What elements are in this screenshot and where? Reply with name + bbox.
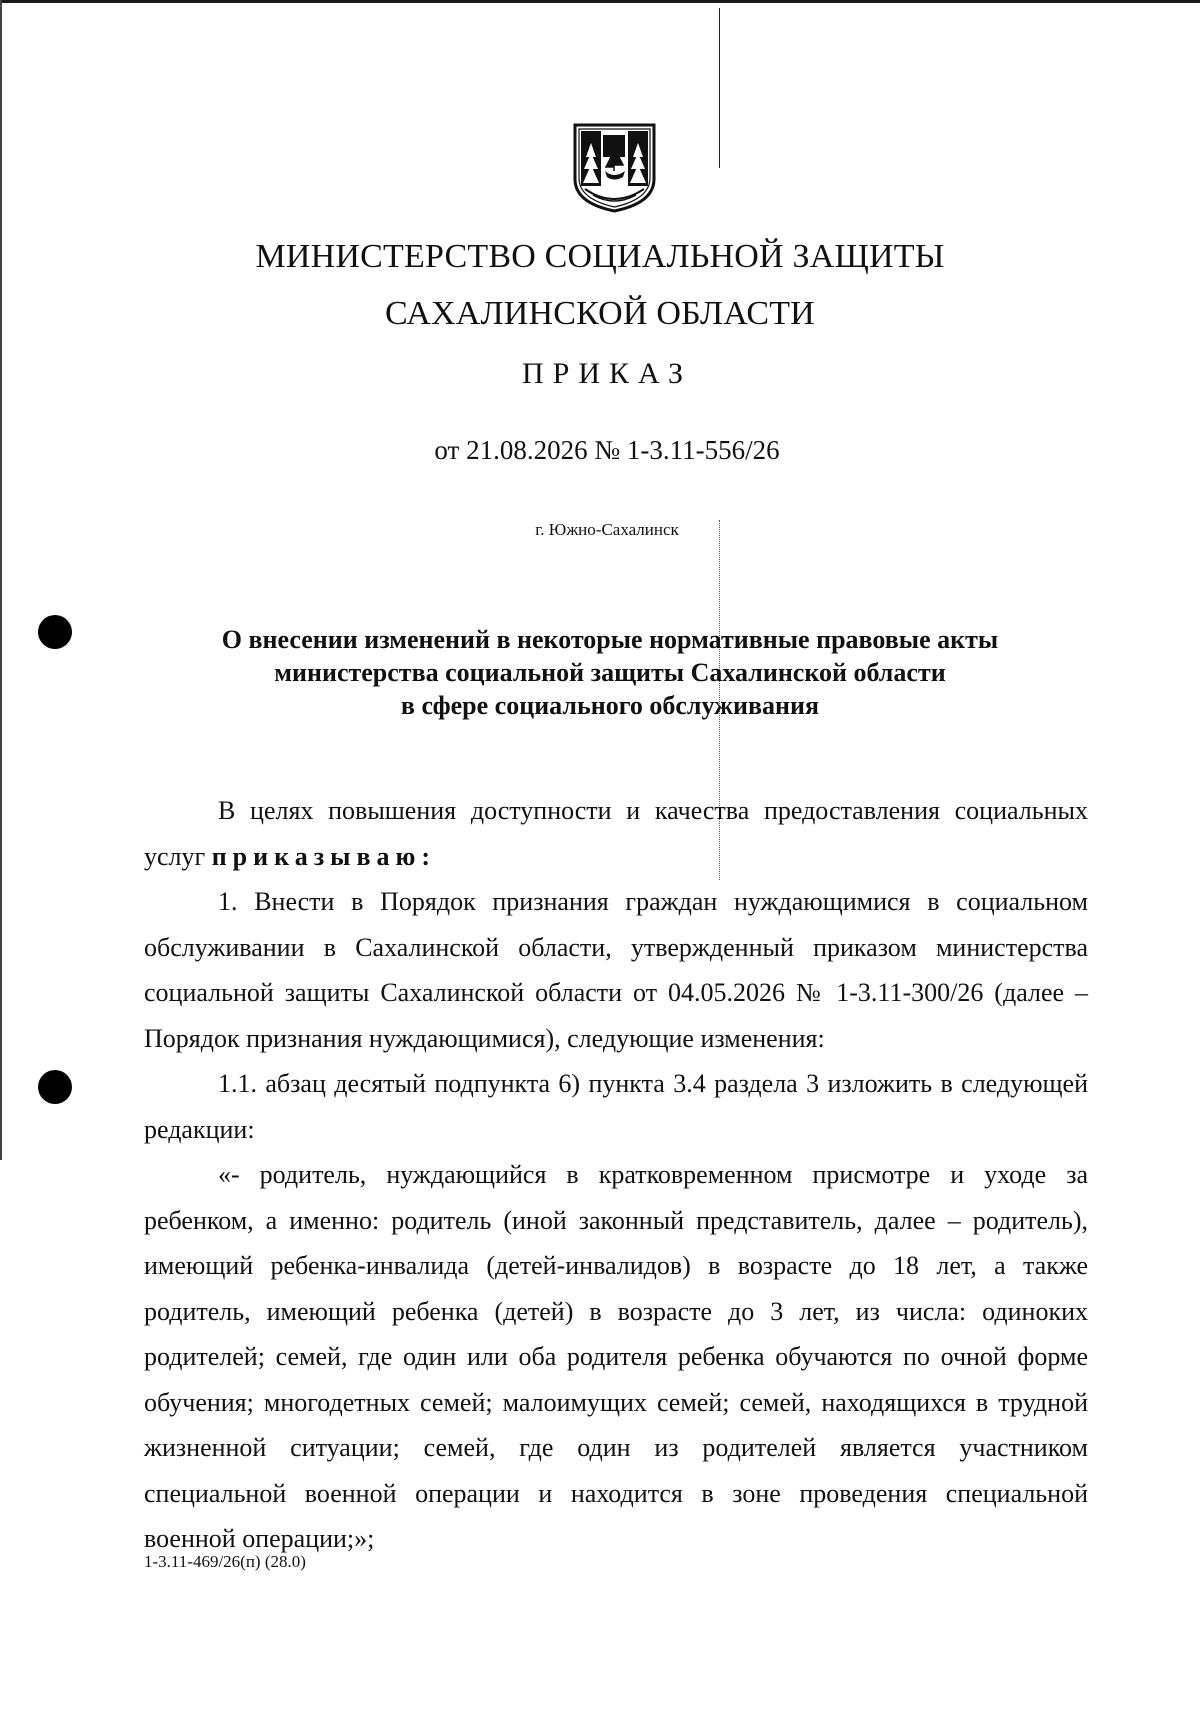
order-command: приказываю:: [211, 841, 437, 871]
quoted-amendment-paragraph: «- родитель, нуждающийся в кратковременном присмотре и уходе за ребенком, а именно: родитель (иной законный представитель, далее – родитель), имеющий ребенка-инвалида (детей-инвалидов) в возрасте до 18 лет, а также родитель, имеющий ребенка (детей) в возрасте до 3 лет, из числа: одиноких родителей; семей, где один или оба родителя ребенка обучаются по очной форме обучения; многодетных семей; малоимущих семей; семей, находящихся в трудной жизненной ситуации; семей, где один из родителей является участником специальной военной операции и находится в зоне проведения специальной военной операции;»;: [144, 1160, 1088, 1553]
document-title-line2: министерства социальной защиты Сахалинской области: [274, 658, 946, 687]
city: г. Южно-Сахалинск: [535, 520, 679, 539]
preamble-text: В целях повышения доступности и качества предоставления социальных услуг: [144, 796, 1088, 871]
order-number: от 21.08.2026 № 1-3.11-556/26: [434, 435, 780, 465]
punch-hole-lower: [38, 1070, 72, 1104]
document-title-line3: в сфере социального обслуживания: [400, 691, 820, 720]
clause-1-paragraph: 1. Внести в Порядок признания граждан нуждающимися в социальном обслуживании в Сахалинской области, утвержденный приказом министерства социальной защиты Сахалинской области от 04.05.2026 № 1-3.11-300/26 (далее – Порядок признания нуждающимися), следующие изменения:: [144, 887, 1088, 1053]
preamble-paragraph: [144, 788, 1088, 879]
clause-1-1-paragraph: 1.1. абзац десятый подпункта 6) пункта 3.4 раздела 3 изложить в следующей редакции:: [144, 1069, 1088, 1144]
ministry-name-line2: САХАЛИНСКОЙ ОБЛАСТИ: [385, 295, 815, 332]
ministry-name-line1: МИНИСТЕРСТВО СОЦИАЛЬНОЙ ЗАЩИТЫ: [255, 238, 945, 275]
document-body: [144, 788, 1088, 1562]
scan-edge-top: [0, 0, 1200, 3]
scan-edge-left: [0, 0, 2, 1160]
order-word: ПРИКАЗ: [522, 357, 692, 390]
document-code: 1-3.11-469/26(п) (28.0): [144, 1552, 306, 1571]
document-title-line1: О внесении изменений в некоторые нормативные правовые акты: [221, 625, 999, 654]
coat-of-arms-icon: [571, 121, 658, 213]
fold-line: [719, 8, 720, 168]
